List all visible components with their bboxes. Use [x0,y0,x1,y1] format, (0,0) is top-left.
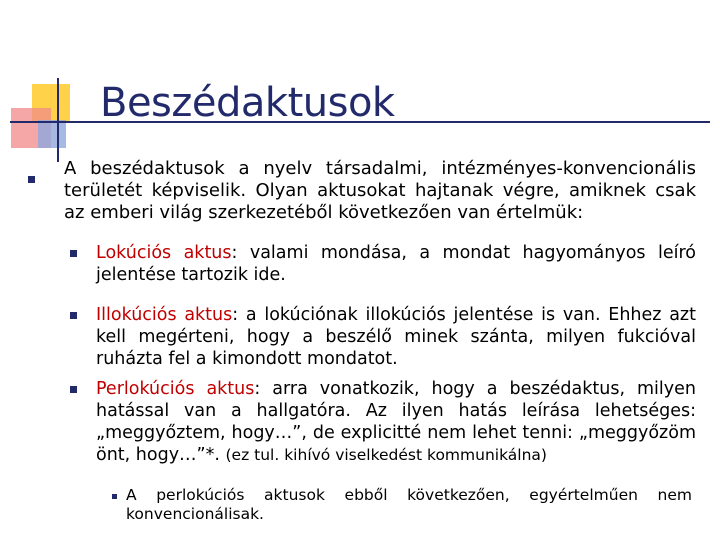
square-bullet-icon [70,386,77,393]
vertical-rule [57,78,59,162]
list-item-illokucios [96,304,696,370]
footnote-perlokucios: (ez tul. kihívó viselkedést kommunikálna) [225,446,547,464]
definition-illokucios: : a lokúciónak illokúciós jelentése is van. Ehhez azt kell megérteni, hogy a beszélő minek szánta, milyen fukcióval ruházta fel a kimondott mondatot. [96,305,696,369]
list-item-lokucios [96,242,696,286]
term-lokucios: Lokúciós aktus [96,243,232,263]
term-illokucios: Illokúciós aktus [96,305,233,325]
slide-logo-decoration [0,0,110,170]
definition-lokucios: : valami mondása, a mondat hagyományos leíró jelentése tartozik ide. [96,243,696,285]
definition-perlokucios: : arra vonatkozik, hogy a beszédaktus, milyen hatással van a hallgatóra. Az ilyen hatás leírása lehetséges: „meggyőztem, hogy…”, de explicitté nem lehet tenni: „meggyőzöm önt, hogy…”*. [96,379,696,465]
intro-paragraph: A beszédaktusok a nyelv társadalmi, intézményes-konvencionális területét képviselik. Olyan aktusokat hajtanak végre, amiknek csak az emberi világ szerkezetéből következően van értelmük: [64,158,696,223]
square-bullet-icon [112,494,117,499]
square-bullet-icon [28,176,35,183]
list-item-perlokucios [96,378,696,466]
square-bullet-icon [70,250,77,257]
slide-title: Beszédaktusok [100,80,395,126]
square-bullet-icon [70,312,77,319]
sub-list-item: A perlokúciós aktusok ebből következően, egyértelműen nem konvencionálisak. [126,486,692,523]
blue-square-shape [38,120,66,148]
term-perlokucios: Perlokúciós aktus [96,379,255,399]
